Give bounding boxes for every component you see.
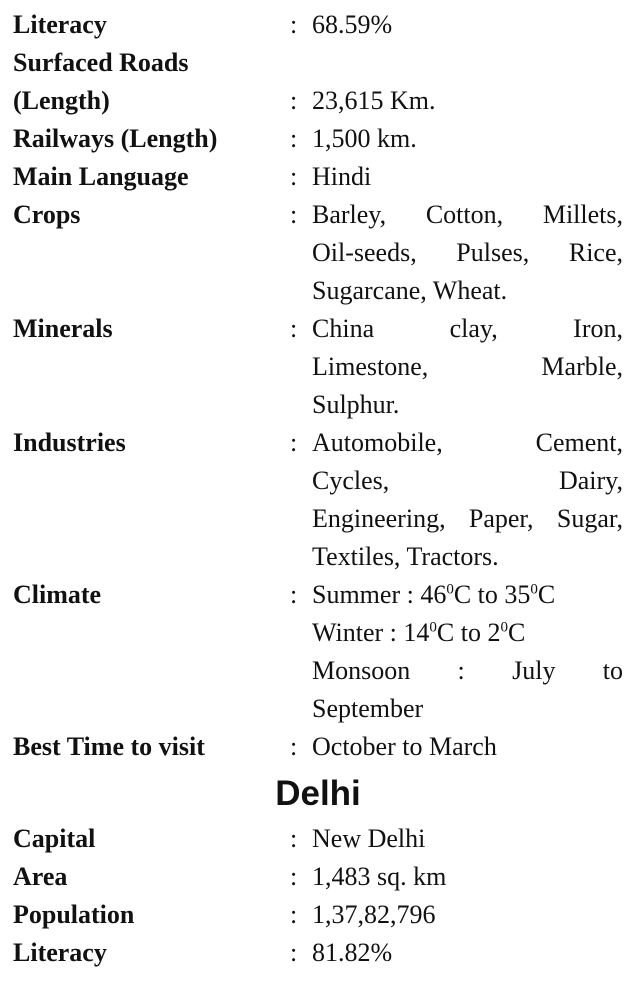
separator: : [290,200,298,229]
value-roads-length: 23,615 Km. [312,86,436,115]
separator: : [290,824,298,853]
key-area: Area [13,862,68,891]
separator: : [290,162,298,191]
value-literacy: 68.59% [312,10,393,39]
key-roads-length: (Length) [13,86,110,115]
key-population: Population [13,900,135,929]
summer-text-b: C to 35 [453,580,531,609]
summer-text-a: Summer : 46 [312,580,447,609]
separator: : [290,314,298,343]
value-best-time: October to March [312,732,497,761]
key-literacy: Literacy [13,938,107,967]
row-area [13,858,623,896]
state-info-document [13,6,623,972]
key-industries: Industries [13,428,126,457]
row-minerals [13,310,623,424]
row-roads-length [13,82,623,120]
row-main-language [13,158,623,196]
winter-text-c: C [507,618,526,647]
winter-text-a: Winter : 14 [312,618,430,647]
row-surfaced-roads [13,44,623,82]
row-crops [13,196,623,310]
separator: : [290,10,298,39]
separator: : [290,732,298,761]
industries-line: Automobile, Cement, [312,428,623,457]
industries-line: Engineering, Paper, Sugar, [312,504,623,533]
value-industries [312,424,623,576]
industries-line: Textiles, Tractors. [312,542,499,571]
separator: : [290,428,298,457]
row-literacy-delhi [13,934,623,972]
degree-sup: 0 [429,619,437,636]
value-literacy: 81.82% [312,938,393,967]
value-population: 1,37,82,796 [312,900,436,929]
key-surfaced-roads: Surfaced Roads [13,48,189,77]
degree-sup: 0 [500,619,508,636]
separator: : [290,938,298,967]
separator [290,44,312,82]
winter-text-b: C to 2 [436,618,501,647]
degree-sup: 0 [446,581,454,598]
minerals-line: Limestone, Marble, [312,352,623,381]
row-best-time [13,728,623,766]
crops-line: Sugarcane, Wheat. [312,276,508,305]
row-industries [13,424,623,576]
summer-text-c: C [537,580,556,609]
row-literacy [13,6,623,44]
value-crops [312,196,623,310]
row-capital [13,820,623,858]
separator: : [290,900,298,929]
key-capital: Capital [13,824,96,853]
climate-monsoon-cont: September [312,694,424,723]
key-minerals: Minerals [13,314,113,343]
separator: : [290,124,298,153]
value-climate [312,576,623,728]
separator: : [290,86,298,115]
climate-monsoon: Monsoon : July to [312,656,623,685]
key-crops: Crops [13,200,81,229]
section-heading-delhi: Delhi [275,774,361,813]
key-best-time: Best Time to visit [13,732,205,761]
row-railways [13,120,623,158]
row-population [13,896,623,934]
value-railways: 1,500 km. [312,124,417,153]
climate-summer [312,576,623,614]
key-main-language: Main Language [13,162,189,191]
degree-sup: 0 [530,581,538,598]
climate-winter [312,614,623,652]
industries-line: Cycles, Dairy, [312,466,623,495]
row-climate [13,576,623,728]
crops-line: Oil-seeds, Pulses, Rice, [312,238,623,267]
key-climate: Climate [13,580,102,609]
minerals-line: China clay, Iron, [312,314,623,343]
value-empty [312,44,623,82]
key-railways: Railways (Length) [13,124,218,153]
key-literacy: Literacy [13,10,107,39]
separator: : [290,580,298,609]
value-main-language: Hindi [312,162,372,191]
value-minerals [312,310,623,424]
separator: : [290,862,298,891]
crops-line: Barley, Cotton, Millets, [312,200,623,229]
value-area: 1,483 sq. km [312,862,447,891]
value-capital: New Delhi [312,824,426,853]
minerals-line: Sulphur. [312,390,400,419]
